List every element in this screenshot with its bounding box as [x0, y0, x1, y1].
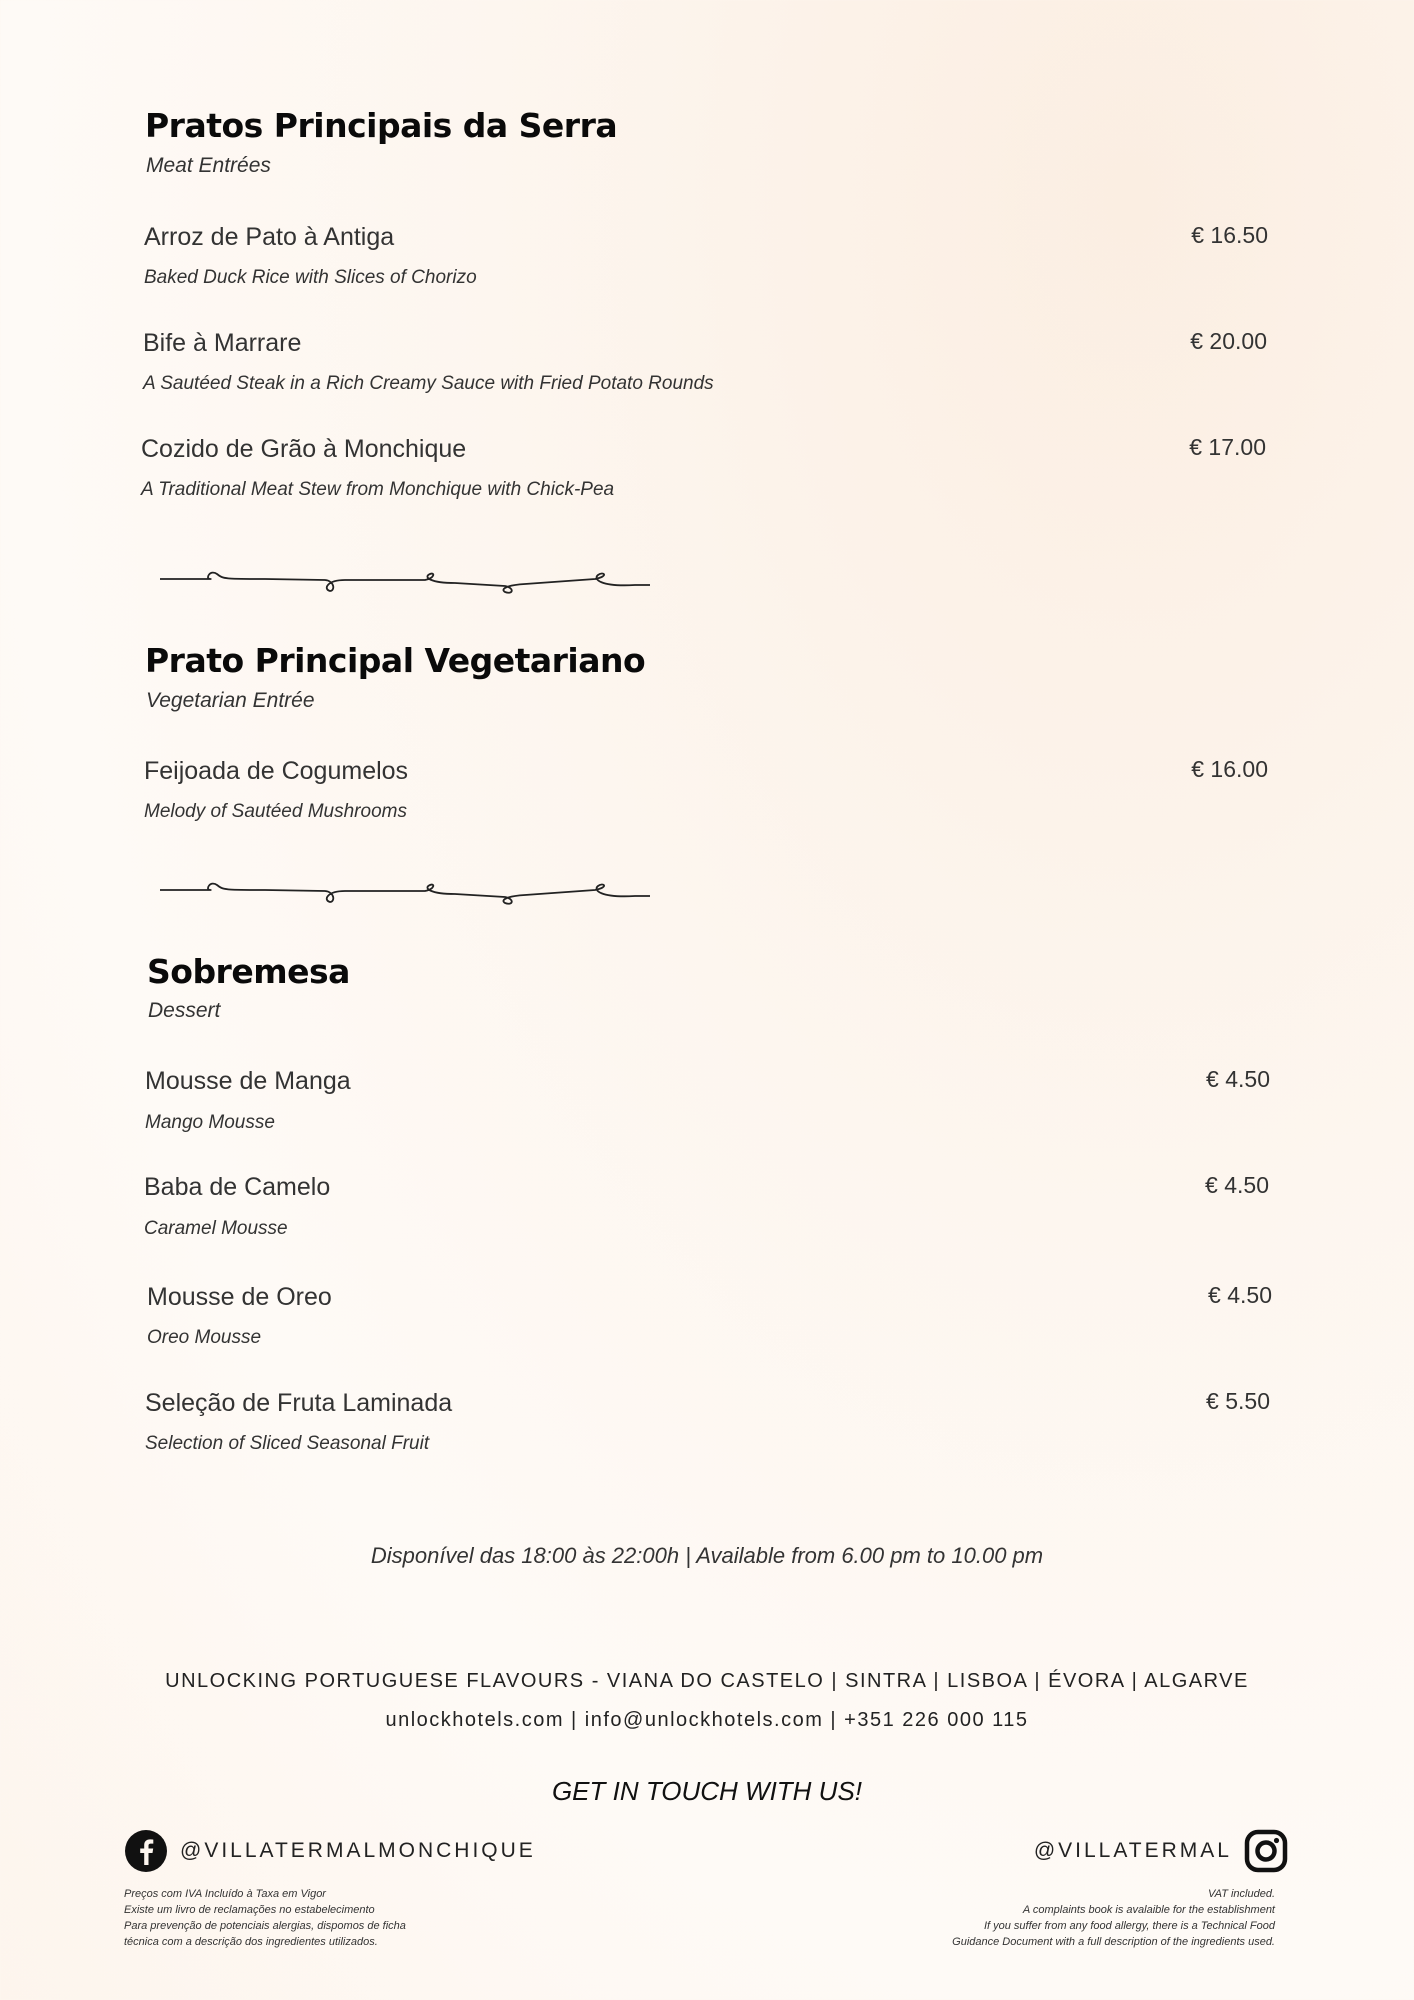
menu-item-price: € 4.50	[1208, 1282, 1272, 1308]
legal-note-line: Existe um livro de reclamações no estabelecimento	[124, 1904, 375, 1916]
menu-item-name: Mousse de Oreo	[147, 1283, 332, 1311]
menu-item-price: € 20.00	[1190, 328, 1267, 354]
menu-item-desc: Oreo Mousse	[147, 1327, 262, 1348]
section-title-vegetarian: Prato Principal Vegetariano	[145, 641, 646, 680]
menu-item-price: € 4.50	[1206, 1066, 1270, 1092]
legal-note-line: Preços com IVA Incluído à Taxa em Vigor	[124, 1888, 326, 1900]
facebook-link[interactable]	[124, 1829, 536, 1873]
menu-item-name: Bife à Marrare	[143, 329, 302, 357]
get-in-touch-heading: GET IN TOUCH WITH US!	[551, 1776, 863, 1806]
facebook-icon	[124, 1829, 168, 1873]
menu-item-price: € 5.50	[1206, 1388, 1270, 1414]
menu-item-name: Mousse de Manga	[145, 1067, 351, 1095]
menu-item-desc: Selection of Sliced Seasonal Fruit	[145, 1433, 430, 1454]
instagram-icon	[1244, 1829, 1288, 1873]
legal-note-line: técnica com a descrição dos ingredientes utilizados.	[124, 1936, 378, 1948]
facebook-handle[interactable]: @VILLATERMALMONCHIQUE	[180, 1839, 536, 1862]
menu-item-desc: A Traditional Meat Stew from Monchique with Chick-Pea	[141, 479, 615, 500]
menu-item-desc: A Sautéed Steak in a Rich Creamy Sauce with Fried Potato Rounds	[143, 373, 714, 394]
menu-item-desc: Mango Mousse	[145, 1112, 275, 1133]
section-subtitle-meat: Meat Entrées	[146, 154, 271, 177]
legal-note-line: If you suffer from any food allergy, there is a Technical Food	[983, 1920, 1275, 1932]
menu-item-desc: Melody of Sautéed Mushrooms	[144, 801, 407, 822]
decorative-divider	[155, 565, 655, 601]
menu-item-price: € 17.00	[1189, 434, 1266, 460]
section-subtitle-vegetarian: Vegetarian Entrée	[146, 689, 315, 712]
menu-item-price: € 16.00	[1191, 756, 1268, 782]
menu-item-name: Baba de Camelo	[144, 1173, 331, 1201]
menu-item-name: Cozido de Grão à Monchique	[141, 435, 467, 463]
legal-note-line: Guidance Document with a full description of the ingredients used.	[952, 1936, 1275, 1948]
section-subtitle-dessert: Dessert	[148, 999, 221, 1022]
footer-tagline: UNLOCKING PORTUGUESE FLAVOURS - VIANA DO CASTELO | SINTRA | LISBOA | ÉVORA | ALGARVE	[165, 1670, 1249, 1692]
section-title-dessert: Sobremesa	[147, 952, 350, 991]
menu-item-name: Seleção de Fruta Laminada	[145, 1389, 453, 1417]
instagram-link[interactable]	[1034, 1829, 1288, 1873]
legal-notes-pt	[124, 1886, 544, 1950]
legal-notes-en	[815, 1886, 1275, 1950]
menu-item-name: Feijoada de Cogumelos	[144, 757, 409, 785]
menu-item-desc: Baked Duck Rice with Slices of Chorizo	[144, 267, 477, 288]
menu-item-price: € 4.50	[1205, 1172, 1269, 1198]
legal-note-line: A complaints book is avalaible for the establishment	[1022, 1904, 1275, 1916]
legal-note-line: VAT included.	[1207, 1888, 1275, 1900]
instagram-handle[interactable]: @VILLATERMAL	[1033, 1839, 1232, 1862]
decorative-divider	[155, 876, 655, 912]
menu-item-name: Arroz de Pato à Antiga	[144, 223, 395, 251]
menu-item-price: € 16.50	[1191, 222, 1268, 248]
availability-note: Disponível das 18:00 às 22:00h | Available from 6.00 pm to 10.00 pm	[370, 1543, 1044, 1568]
footer-contact[interactable]: unlockhotels.com | info@unlockhotels.com | +351 226 000 115	[385, 1709, 1029, 1731]
menu-item-desc: Caramel Mousse	[144, 1218, 288, 1239]
section-title-meat: Pratos Principais da Serra	[145, 106, 618, 145]
legal-note-line: Para prevenção de potenciais alergias, dispomos de ficha	[124, 1920, 406, 1932]
